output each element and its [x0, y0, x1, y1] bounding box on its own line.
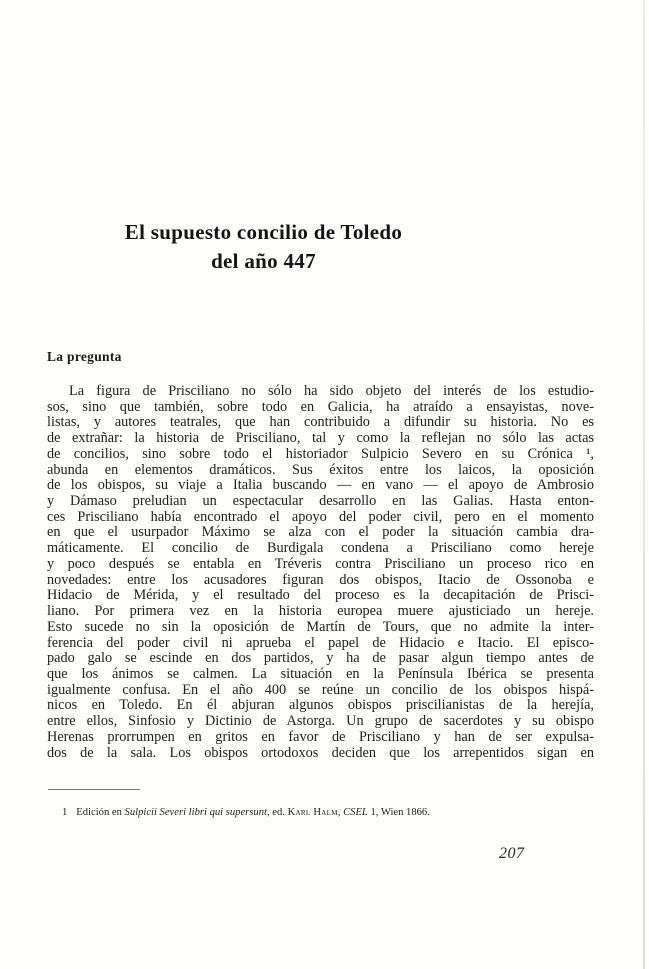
article-title-line1: El supuesto concilio de Toledo [124, 220, 403, 244]
body-line: novedades: entre los acusadores figuran dos obispos, Itacio de Ossonoba e [47, 572, 594, 588]
article-title [47, 218, 480, 276]
body-line: que los ánimos se calmen. La situación en la Península Ibérica se presenta [47, 666, 594, 682]
body-line: liano. Por primera vez en la historia europea muere ajusticiado un hereje. [47, 604, 594, 620]
footnote-text: Edición en [76, 807, 125, 818]
body-line: listas, y autores teatrales, que han contribuido a difundir su historia. No es [47, 415, 594, 431]
footnote [62, 806, 582, 820]
footnote-number: 1 [62, 807, 68, 818]
body-line: abunda en elementos dramáticos. Sus éxitos entre los laicos, la oposición [47, 462, 594, 478]
body-line: de concilios, sino sobre todo el historiador Sulpicio Severo en su Crónica ¹, [47, 446, 594, 462]
body-line: Esto sucede no sin la oposición de Martín de Tours, que no admite la inter- [47, 619, 594, 635]
page-edge-shadow [643, 0, 645, 969]
body-line: ces Prisciliano había encontrado el apoyo del poder civil, pero en el momento [47, 509, 594, 525]
body-line: de los obispos, su viaje a Italia buscando — en vano — el apoyo de Ambrosio [47, 478, 594, 494]
body-line: igualmente confusa. En el año 400 se reúne un concilio de los obispos hispá- [47, 682, 594, 698]
body-line: y poco después se entabla en Tréveris contra Prisciliano un proceso rico en [47, 556, 594, 572]
footnote-series-abbrev: CSEL [343, 807, 368, 818]
footnote-work-title: Sulpicii Severi libri qui supersunt [124, 807, 267, 818]
body-line: entre ellos, Sinfosio y Dictinio de Astorga. Un grupo de sacerdotes y su obispo [47, 714, 594, 730]
body-line: ferencia del poder civil ni aprueba el papel de Hidacio e Itacio. El episco- [47, 635, 594, 651]
body-line: pado galo se escinde en dos partidos, y ha de pasar algun tiempo antes de [47, 651, 594, 667]
footnote-text: 1, Wien 1866. [367, 807, 430, 818]
body-line: nicos en Toledo. En él abjuran algunos obispos priscilianistas de la herejía, [47, 698, 594, 714]
article-title-line2: del año 447 [211, 249, 316, 273]
footnote-separator [48, 789, 140, 790]
body-paragraph [47, 384, 594, 761]
body-line: en que el usurpador Máximo se alza con el poder la situación cambia dra- [47, 525, 594, 541]
footnote-text: , ed. [266, 807, 288, 818]
footnote-text: , [337, 807, 344, 818]
body-line: sos, sino que también, sobre todo en Galicia, ha atraído a ensayistas, nove- [47, 399, 594, 415]
body-line: máticamente. El concilio de Burdigala condena a Prisciliano como hereje [47, 541, 594, 557]
footnote-editor-name: Karl Halm [287, 807, 338, 818]
body-line: Hidacio de Mérida, y el resultado del proceso es la decapitación de Prisci- [47, 588, 594, 604]
body-line: y Dámaso preludian un espectacular desarrollo en las Galias. Hasta enton- [47, 494, 594, 510]
body-line: Herenas prorrumpen en gritos en favor de Prisciliano y han de ser expulsa- [47, 729, 594, 745]
body-line: La figura de Prisciliano no sólo ha sido objeto del interés de los estudio- [69, 384, 594, 399]
body-line: dos de la sala. Los obispos ortodoxos deciden que los arrepentidos sigan en [47, 745, 594, 761]
section-heading: La pregunta [47, 349, 122, 364]
page-number: 207 [499, 845, 525, 862]
body-line: de extrañar: la historia de Prisciliano, tal y como la reflejan no sólo las actas [47, 431, 594, 447]
